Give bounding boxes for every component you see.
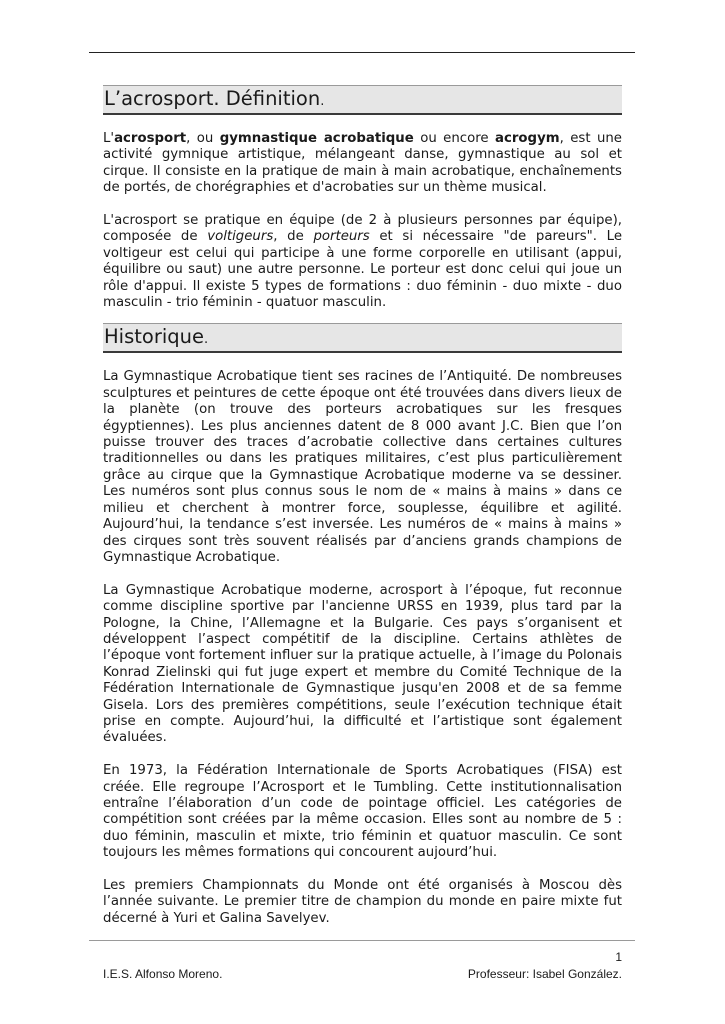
paragraph-history-4: Les premiers Championnats du Monde ont été organisés à Moscou dès l’année suivante. Le premier titre de champion du monde en paire mixte fut décerné à Yuri et Galina Savelyev. <box>103 878 622 926</box>
section-heading-historique <box>103 323 622 353</box>
text-run: L' <box>103 131 115 146</box>
footer-school: I.E.S. Alfonso Moreno. <box>103 967 223 981</box>
term-gymnastique-acrobatique: gymnastique acrobatique <box>219 131 414 146</box>
paragraph-history-2: La Gymnastique Acrobatique moderne, acrosport à l’époque, fut reconnue comme discipline sportive par l'ancienne URSS en 1939, plus tard par la Pologne, la Chine, l’Allemagne et la Bulgarie. Ces pays s’organisent et développent l’aspect compétitif de la discipline. Certains athlètes de l’époque vont fortement influer sur la pratique actuelle, à l’image du Polonais Konrad Zielinski qui fut juge expert et membre du Comité Technique de la Fédération Internationale de Gymnastique jusqu'en 2008 et de sa femme Gisela. Lors des premières compétitions, seule l’exécution technique était prise en compte. Aujourd’hui, la difficulté et l’artistique sont également évaluées. <box>103 582 622 746</box>
term-voltigeurs: voltigeurs <box>207 229 274 245</box>
paragraph-history-3: En 1973, la Fédération Internationale de Sports Acrobatiques (FISA) est créée. Elle regroupe l’Acrosport et le Tumbling. Cette institutionnalisation entraîne l’élaboration d’un code de pointage officiel. Les catégories de compétition sont créées par la même occasion. Elles sont au nombre de 5 : duo féminin, masculin et mixte, trio féminin et quatuor masculin. Ce sont toujours les mêmes formations qui concourent aujourd’hui. <box>103 763 622 861</box>
document-body <box>103 85 622 927</box>
term-acrosport: acrosport <box>114 131 187 146</box>
heading-dot: . <box>320 94 325 109</box>
footer-rule <box>89 940 635 941</box>
text-run: , de <box>273 229 314 245</box>
paragraph-team <box>103 213 622 311</box>
header-rule <box>89 52 635 53</box>
term-porteurs: porteurs <box>313 229 370 245</box>
section-heading-definition <box>103 85 622 115</box>
paragraph-definition <box>103 131 622 197</box>
heading-dot: . <box>204 332 209 348</box>
paragraph-history-1: La Gymnastique Acrobatique tient ses racines de l’Antiquité. De nombreuses sculptures et peintures de cette époque ont été trouvées dans divers lieux de la planète (on trouve des porteurs acrobatiques sur les fresques égyptiennes). Les plus anciennes datent de 8 000 avant J.C. Bien que l’on puisse trouver des traces d’acrobatie collective dans certaines cultures traditionnelles ou dans les pratiques militaires, c’est plus particulièrement grâce au cirque que la Gymnastique Acrobatique moderne va se dessiner. Les numéros sont plus connus sous le nom de « mains à mains » dans ce milieu et cherchent à montrer force, souplesse, équilibre et agilité. Aujourd’hui, la tendance s’est inversée. Les numéros de « mains à mains » des cirques sont très souvent réalisés par d’anciens grands champions de Gymnastique Acrobatique. <box>103 369 622 565</box>
text-run: , ou <box>186 131 220 146</box>
page-number: 1 <box>615 950 622 964</box>
text-run: L'acrosport se pratique en équipe (de 2 à plusieurs personnes par équipe), composée de <box>103 213 622 245</box>
text-run: , est une activité gymnique artistique, mélangeant danse, gymnastique au sol et cirque. Il consiste en la pratique de main à main acrobatique, enchaînements de portés, de chorégraphies et d'acrobaties sur un thème musical. <box>103 131 622 196</box>
text-run: et si nécessaire "de pareurs". Le voltigeur est celui qui participe à une forme corporelle en utilisant (appui, équilibre ou saut) une autre personne. Le porteur est donc celui qui joue un rôle d'appui. Il existe 5 types de formations : duo féminin - duo mixte - duo masculin - trio féminin - quatuor masculin. <box>103 229 623 311</box>
term-acrogym: acrogym <box>495 131 560 146</box>
heading-text: Historique <box>104 325 204 349</box>
heading-text: L’acrosport. Définition <box>104 87 321 110</box>
footer-teacher: Professeur: Isabel González. <box>467 967 622 981</box>
text-run: ou encore <box>413 131 495 146</box>
